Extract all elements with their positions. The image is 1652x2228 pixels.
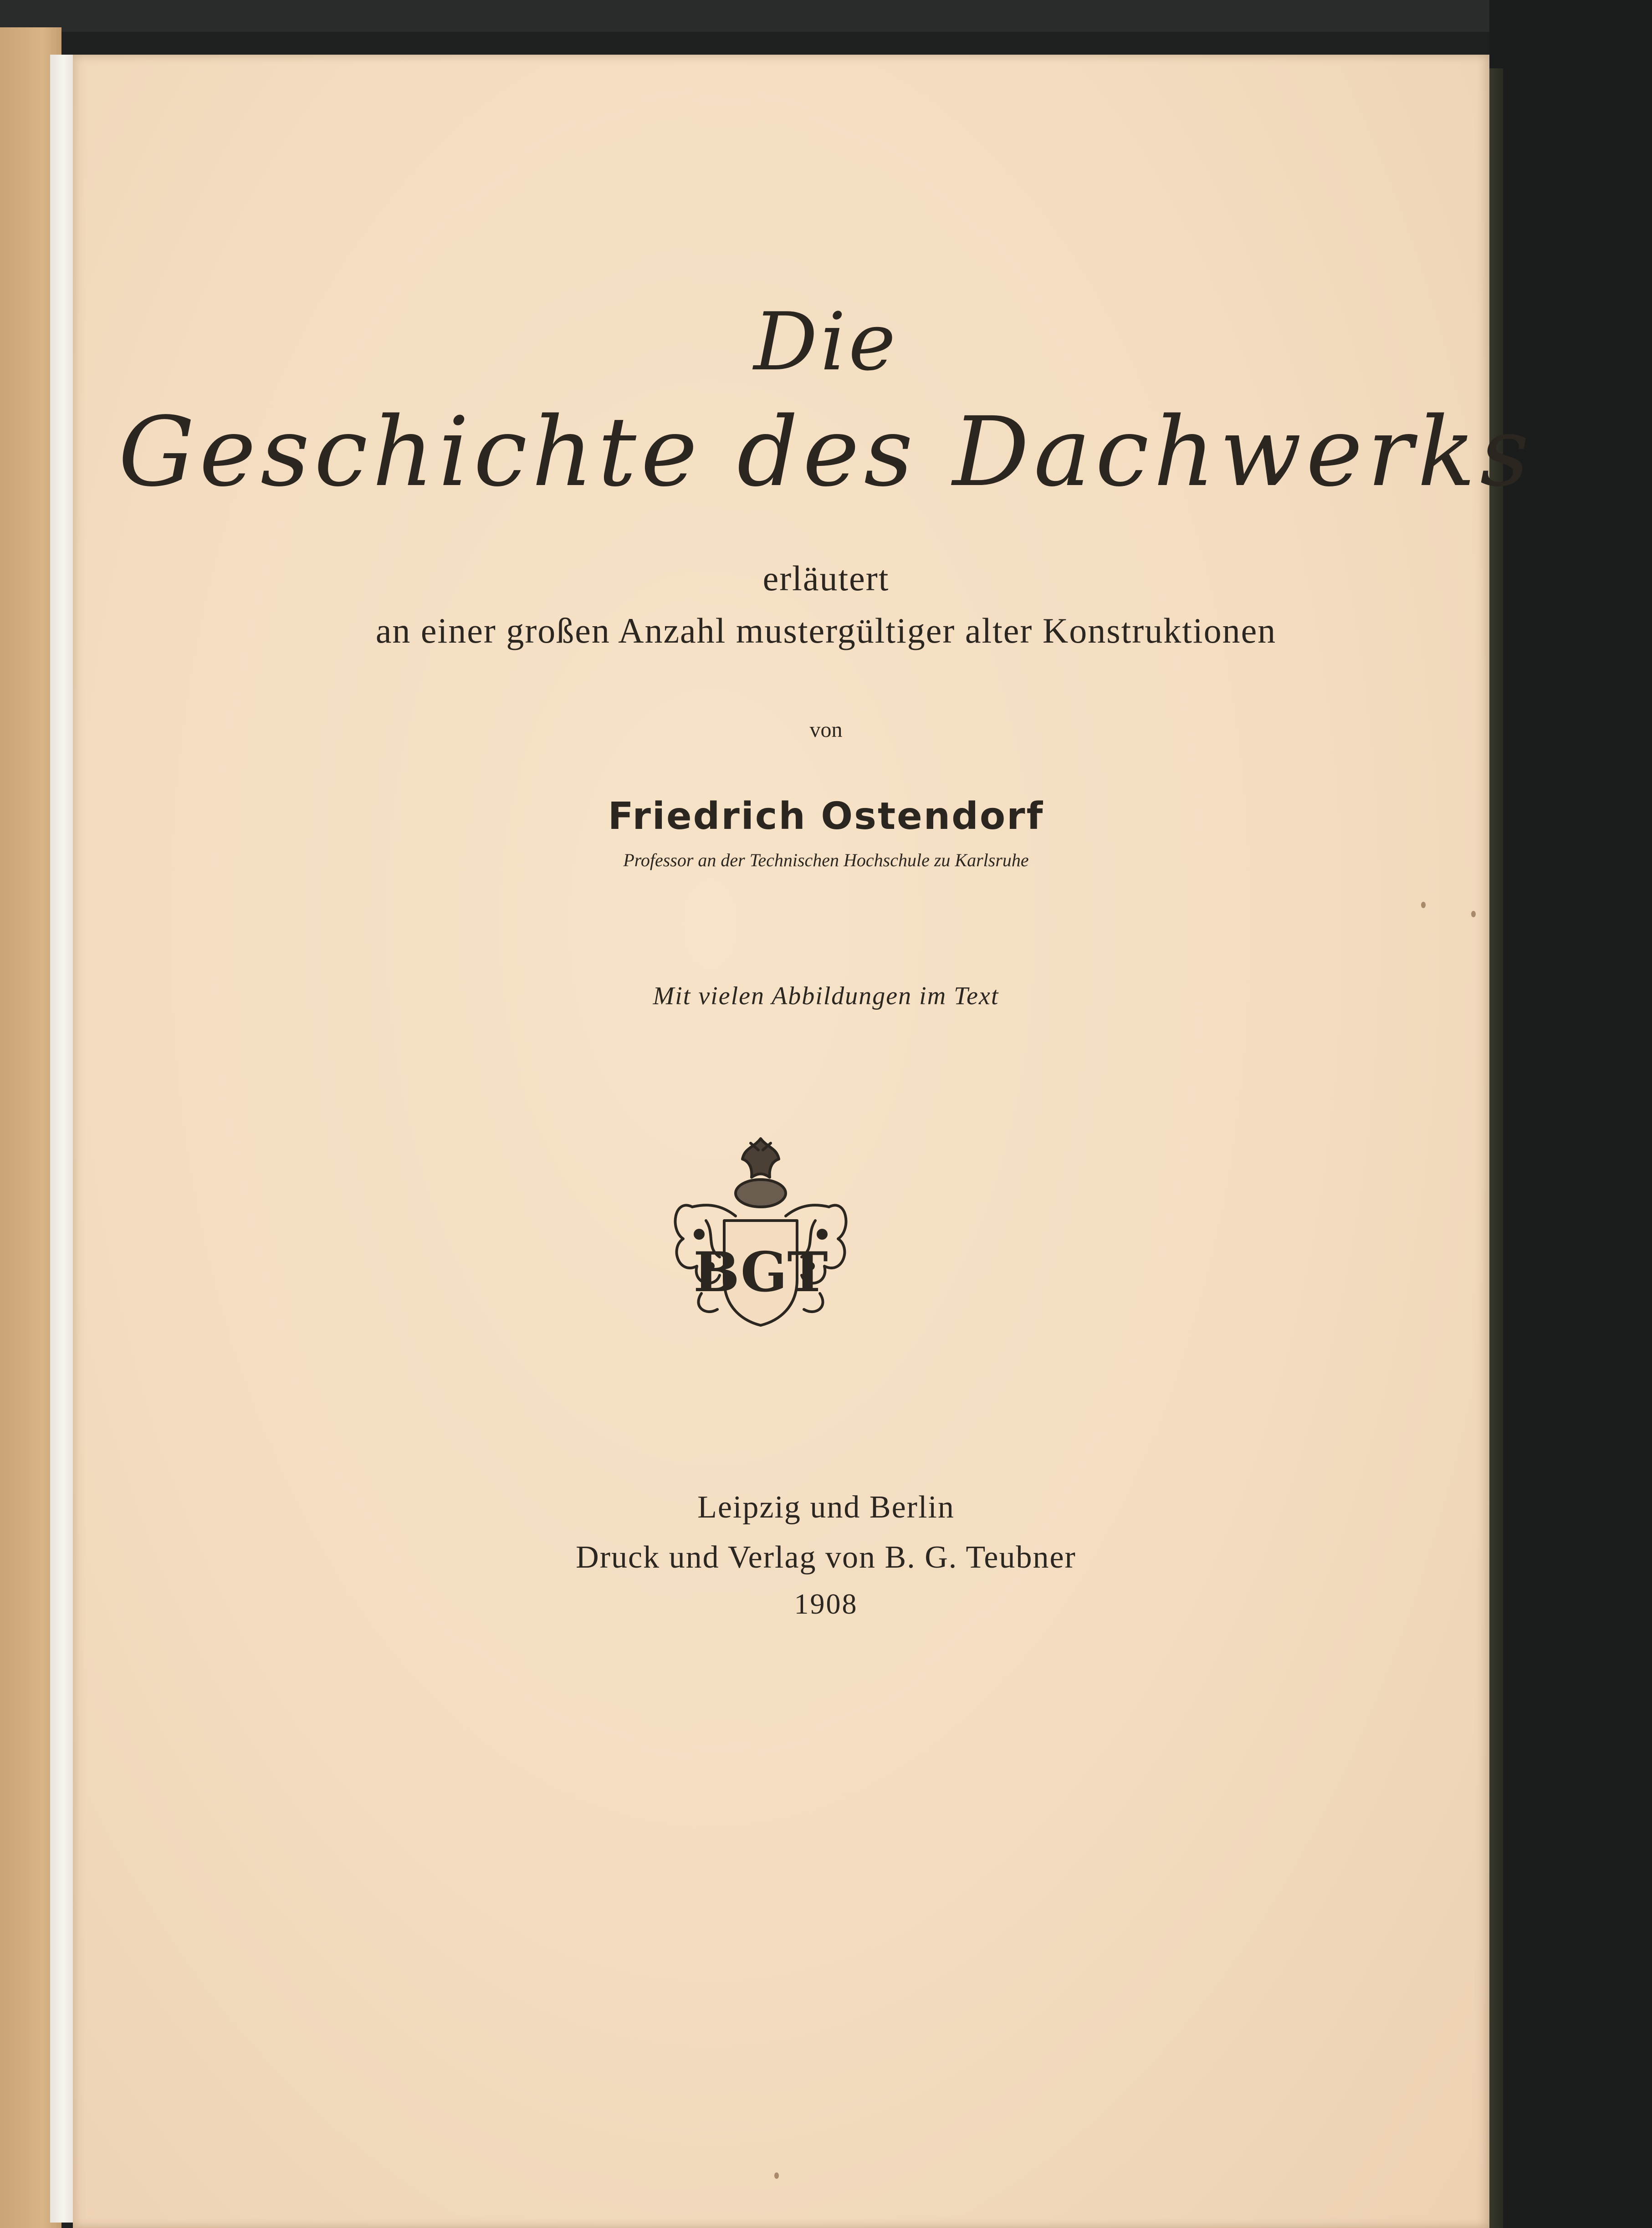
subtitle-line-2: an einer großen Anzahl mustergültiger alter Konstruktionen (375, 611, 1277, 650)
author-name: Friedrich Ostendorf (608, 795, 1044, 838)
imprint-place: Leipzig und Berlin (697, 1490, 955, 1525)
author-affiliation: Professor an der Technischen Hochschule zu Karlsruhe (623, 850, 1029, 870)
title-line-2: Geschichte des Dachwerks (118, 396, 1534, 508)
illustrations-note: Mit vielen Abbildungen im Text (653, 982, 999, 1010)
by-label: von (809, 718, 843, 742)
subtitle-line-1: erläutert (762, 558, 890, 598)
paper-speck (1421, 902, 1426, 908)
emblem-monogram: BGT (693, 1240, 828, 1304)
paper-speck (774, 2172, 779, 2179)
title-line-1: Die (753, 296, 899, 388)
teubner-coat-of-arms-icon (665, 1129, 856, 1334)
paper-speck (1471, 911, 1476, 917)
book-top-edge (0, 0, 1503, 32)
imprint-publisher: Druck und Verlag von B. G. Teubner (576, 1540, 1076, 1575)
imprint-year: 1908 (794, 1588, 858, 1620)
